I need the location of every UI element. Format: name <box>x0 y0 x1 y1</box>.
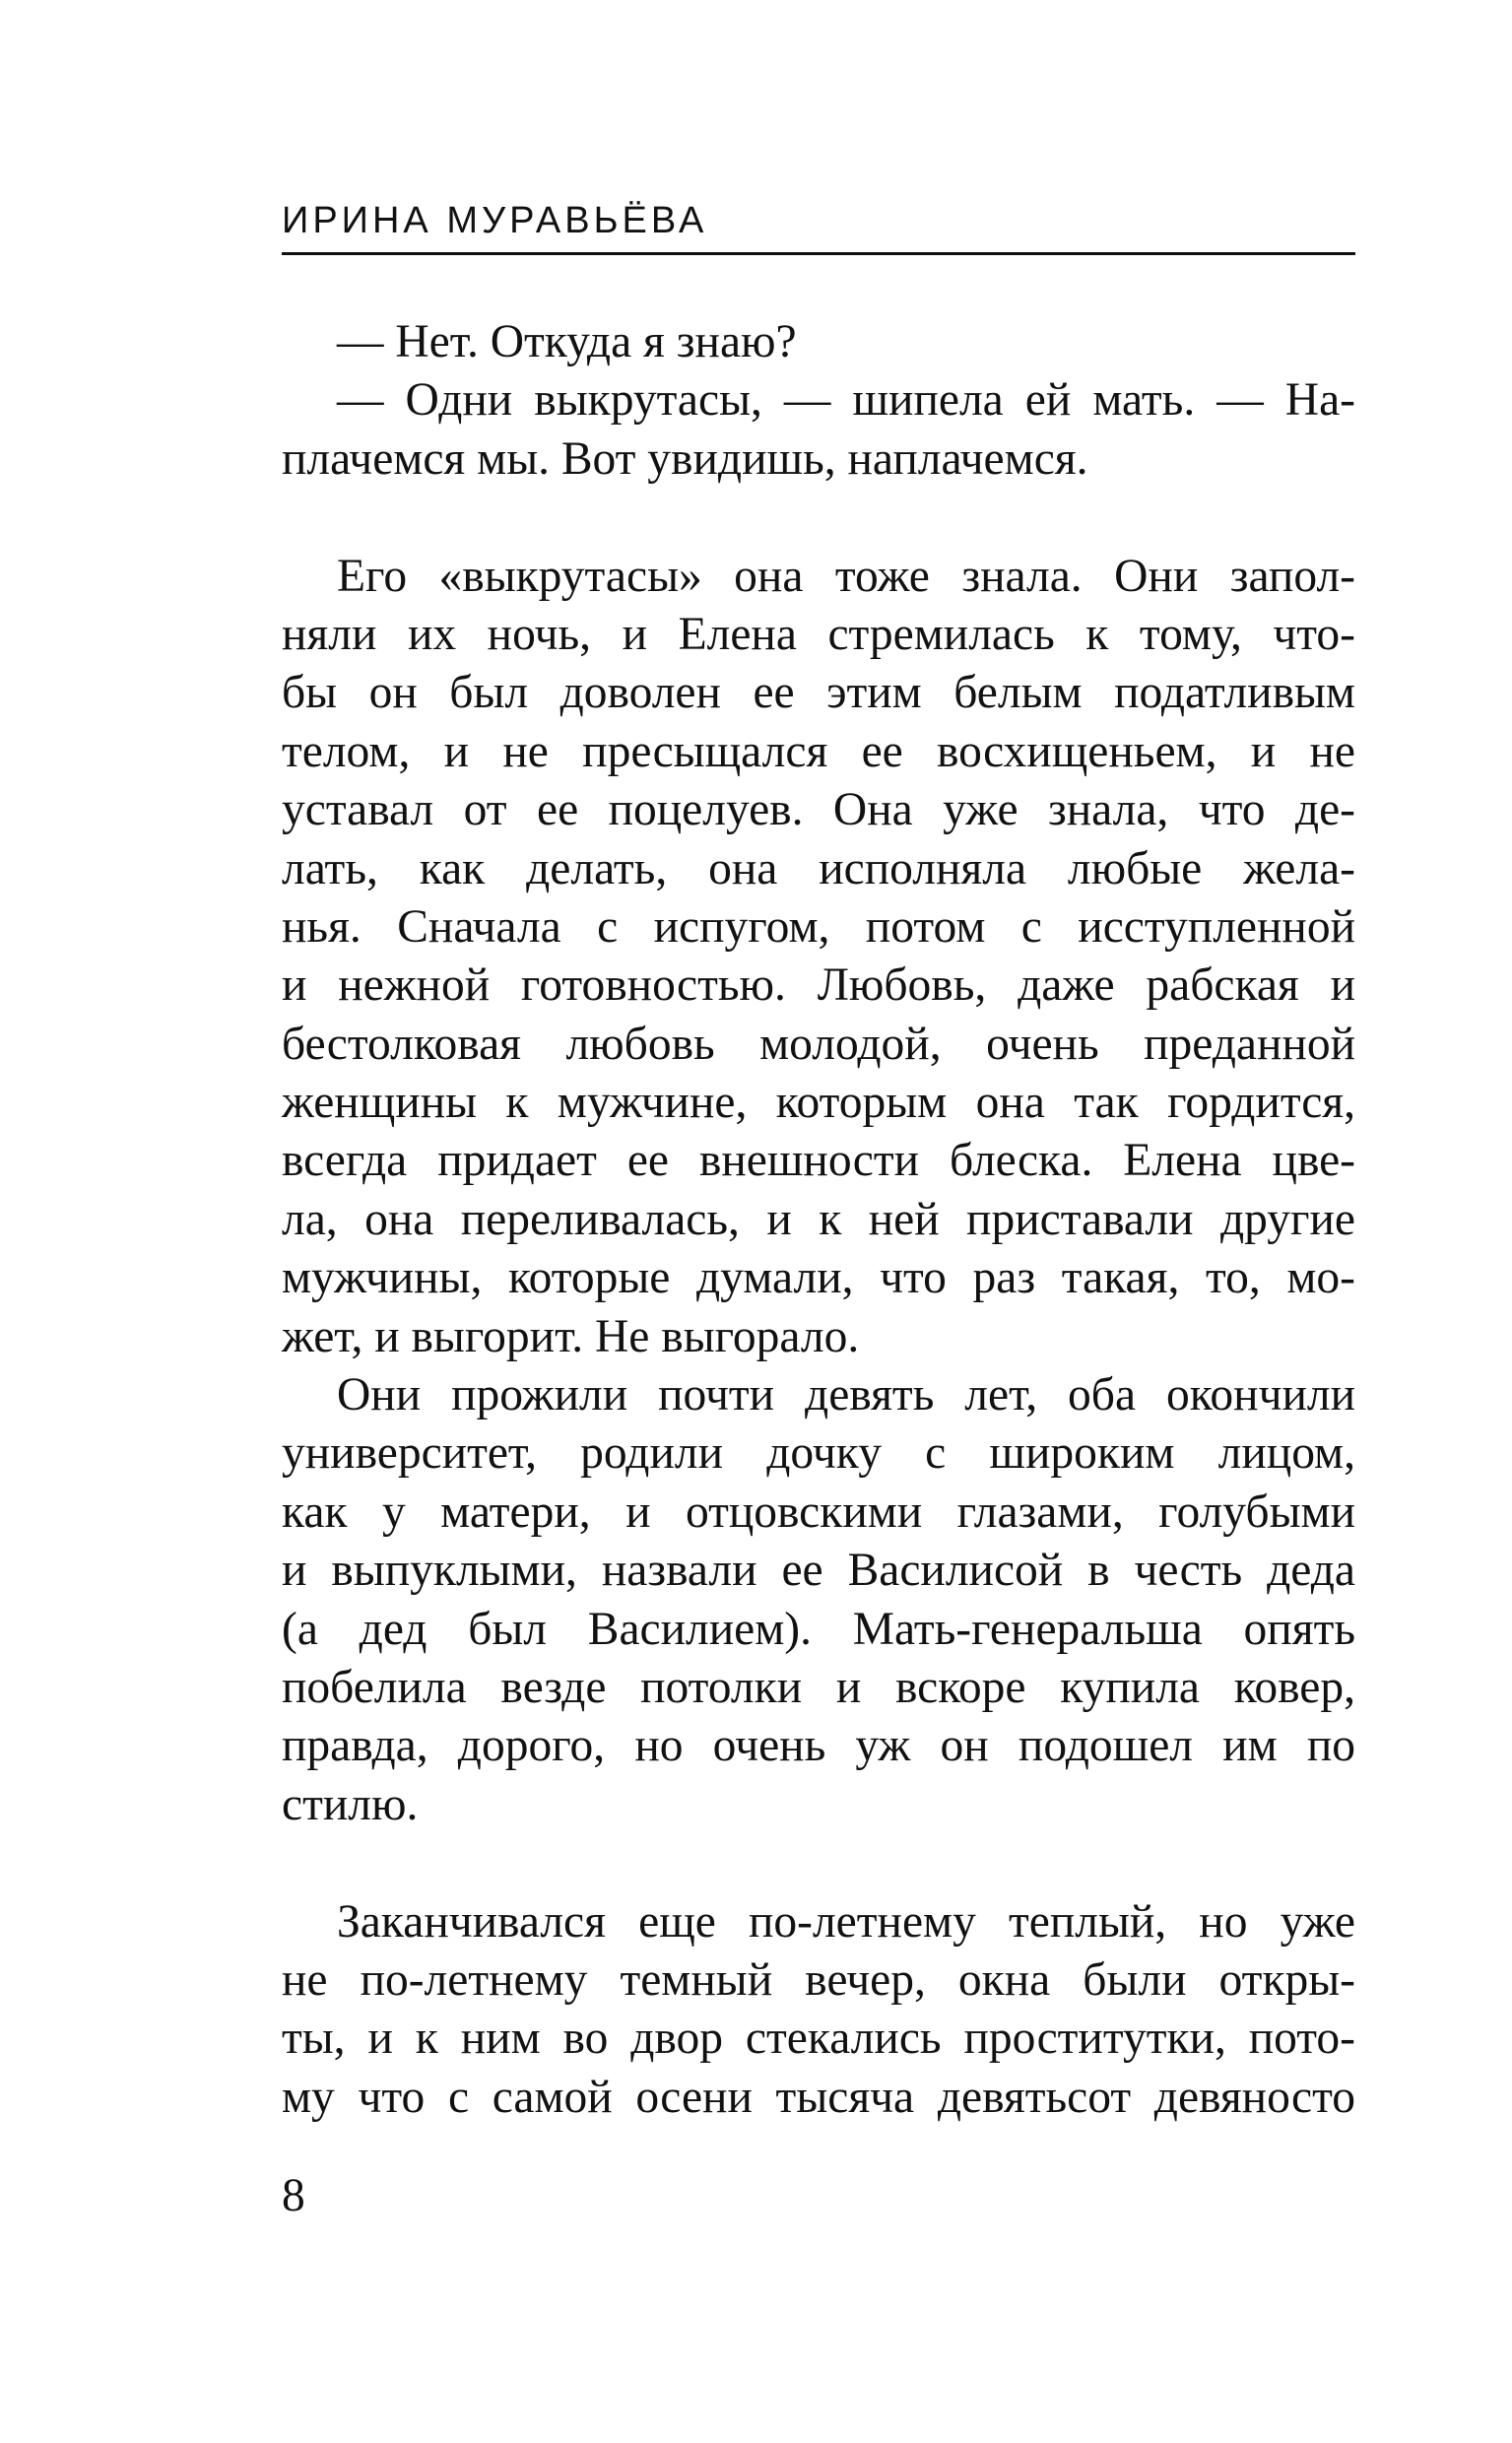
text-line: жет, и выгорит. Не выгорало. <box>282 1310 860 1362</box>
text-line: университет, родили дочку с широким лицом, <box>282 1427 1355 1480</box>
text-line: — Одни выкрутасы, — шипела ей мать. — На- <box>337 374 1355 427</box>
text-line: ты, и к ним во двор стекались проститутки, пото- <box>282 2013 1355 2065</box>
text-line: — Нет. Откуда я знаю? <box>337 316 797 367</box>
text-line: побелила везде потолки и вскоре купила ковер, <box>282 1661 1355 1713</box>
section-break <box>282 489 1355 547</box>
text-line: телом, и не пресыщался ее восхищеньем, и не <box>282 725 1355 777</box>
text-line: ла, она переливалась, и к ней приставали другие <box>282 1193 1355 1245</box>
text-line: и выпуклыми, назвали ее Василисой в честь деда <box>282 1545 1355 1597</box>
body-text <box>282 313 1355 2127</box>
page-number: 8 <box>282 2170 305 2221</box>
text-line: Они прожили почти девять лет, оба окончили <box>337 1369 1355 1421</box>
text-line: женщины к мужчине, которым она так гордится, <box>282 1077 1355 1129</box>
section-break <box>282 1834 1355 1892</box>
text-line: лать, как делать, она исполняла любые жела- <box>282 842 1355 894</box>
text-line: бестолковая любовь молодой, очень преданной <box>282 1018 1355 1070</box>
text-line: бы он был доволен ее этим белым податливым <box>282 667 1355 719</box>
text-line: (а дед был Василием). Мать-генеральша опять <box>282 1603 1355 1655</box>
text-line: Заканчивался еще по-летнему теплый, но уже <box>337 1895 1355 1948</box>
text-line: всегда придает ее внешности блеска. Елена цве- <box>282 1135 1355 1187</box>
text-line: как у матери, и отцовскими глазами, голубыми <box>282 1486 1355 1538</box>
text-line: плачемся мы. Вот увидишь, наплачемся. <box>282 432 1088 485</box>
text-line: нья. Сначала с испугом, потом с исступленной <box>282 900 1355 953</box>
text-line: уставал от ее поцелуев. Она уже знала, что де- <box>282 784 1355 836</box>
text-line: не по-летнему темный вечер, окна были откры- <box>282 1953 1355 2006</box>
text-line: мужчины, которые думали, что раз такая, то, мо- <box>282 1252 1355 1304</box>
text-line: Его «выкрутасы» она тоже знала. Они запол- <box>337 550 1355 602</box>
text-line: няли их ночь, и Елена стремилась к тому, что- <box>282 608 1355 660</box>
text-line: правда, дорого, но очень уж он подошел им по <box>282 1720 1355 1772</box>
text-line: и нежной готовностью. Любовь, даже рабская и <box>282 959 1355 1012</box>
text-line: стилю. <box>282 1778 419 1830</box>
text-line: му что с самой осени тысяча девятьсот девяносто <box>282 2071 1355 2123</box>
header-rule <box>282 252 1355 255</box>
running-head-author: ИРИНА МУРАВЬЁВА <box>282 200 708 241</box>
